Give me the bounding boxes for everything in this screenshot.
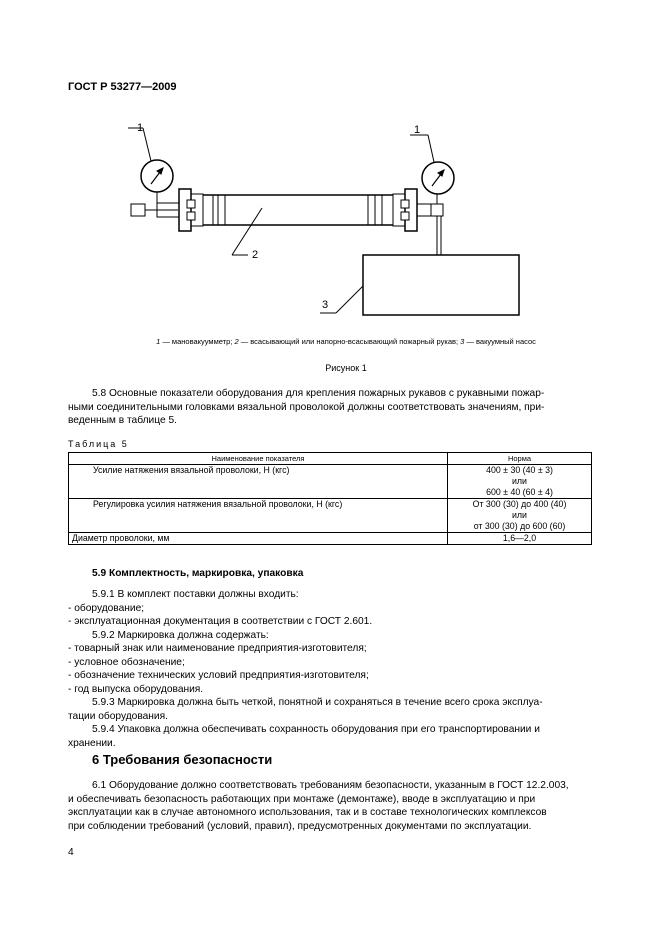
document-header: ГОСТ Р 53277—2009 <box>68 81 177 93</box>
hose <box>203 195 393 255</box>
label-pump: 3 <box>322 299 329 311</box>
table-caption: Таблица 5 <box>68 439 129 449</box>
label-hose: 2 <box>252 249 259 261</box>
label-gauge-left: 1 <box>137 122 144 134</box>
figure-legend: 1 — мановакуумметр; 2 — всасывающий или напорно-всасывающий пожарный рукав; 3 — вакуумный насос <box>156 337 536 346</box>
section-5-9-body: 5.9.1 В комплект поставки должны входить: - оборудование; - эксплуатационная документация в соответствии с ГОСТ 2.601. 5.9.2 Маркировка должна содержать: - товарный знак или наименование предприятия-изготовителя; - условное обозначение; - обозначение технических условий предприятия-изготовителя; - год выпуска оборудования. 5.9.3 Маркировка должна быть четкой, понятной и сохраняться в течение всего срока эксплуа- тации оборудования. 5.9.4 Упаковка должна обеспечивать сохранность оборудования при его транспортировании и хранении. <box>68 589 543 749</box>
paragraph-6-1: 6.1 Оборудование должно соответствовать требованиям безопасности, указанным в ГОСТ 12.2.003, и обеспечивать безопасность работающих при монтаже (демонтаже), вводе в эксплуатацию и при эксплуатации как в случае автономного использования, так и в составе технологических комплексов при соблюдении требований (условий, правил), предусмотренных документами по эксплуатации. <box>68 780 569 832</box>
figure-1-drawing <box>0 0 661 340</box>
table-header-name: Наименование показателя <box>69 453 448 465</box>
table-row: Диаметр проволоки, мм 1,6—2,0 <box>69 533 592 545</box>
section-5-9-heading: 5.9 Комплектность, маркировка, упаковка <box>92 568 304 579</box>
paragraph-5-8: 5.8 Основные показатели оборудования для крепления пожарных рукавов с рукавными пожар- ными соединительными головками вязальной проволокой должны соответствовать значениям, при- веденным в таблице 5. <box>68 388 545 426</box>
table-row: Регулировка усилия натяжения вязальной проволоки, Н (кгс) От 300 (30) до 400 (40) или от 300 (30) до 600 (60) <box>69 499 592 533</box>
table-row: Усилие натяжения вязальной проволоки, Н (кгс) 400 ± 30 (40 ± 3) или 600 ± 40 (60 ± 4) <box>69 465 592 499</box>
left-fixture <box>131 189 203 231</box>
label-gauge-right: 1 <box>414 124 421 136</box>
table-header-row <box>69 453 592 465</box>
figure-caption: Рисунок 1 <box>325 363 367 373</box>
right-fixture <box>393 189 443 255</box>
left-gauge <box>128 128 173 205</box>
vacuum-pump <box>320 255 519 315</box>
page-number: 4 <box>68 847 74 858</box>
table-header-norm: Норма <box>448 453 592 465</box>
right-gauge <box>410 135 454 194</box>
section-6-heading: 6 Требования безопасности <box>92 752 273 767</box>
table-5 <box>68 452 592 545</box>
